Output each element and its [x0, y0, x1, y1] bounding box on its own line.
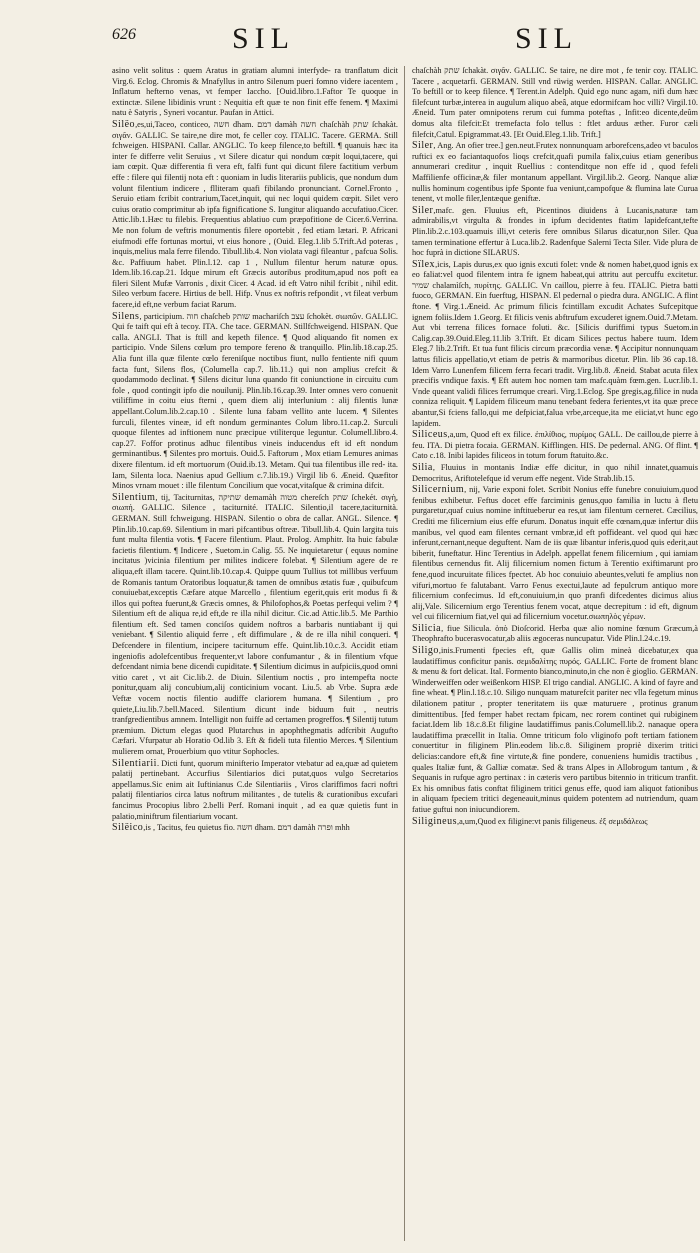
entry-text: , participium. חוה chaſcheb שותק machariſch עצב ſchokèt. σιωπῶν. GALLIC. Qui fe taift qui eft à tecoy. ITA. Che tace. GERMAN. Stillfchweigend. HISPAN. Que calla. ANGLI. That is ftill and kepeth filence. ¶ Quod aliquando fit nomen ex participio. Vnde Silens cœlum pro tempore fereno & tranquillo. Plin.lib.18.cap.25. Alia funt illa quæ filente cœlo fereniſque noctibus fiunt, nullo fentiente nifi quum facta funt, Silens flos, (Columella cap.7. lib.11.) qui non amplius crefcit & quodammodo declinat. ¶ Silens dicitur luna quando fit coniunctione in circuitu cum fole , quod contingit ipfo die nouilunij. Plin.lib.16.cap.39. Inter omnes vero conuenit vtiliffime in coitu eius fterni , quem diem alij interlunium : alij filentis lunæ appellant.Colum.lib.2.cap.10 . Silente luna fabam vellito ante lucem. ¶ Silentes furculi, filentes vineæ, id eft nondum germinantes Colum libro.11.cap.2. Surculi quoque filentes ad inftionem nunc præcipue vtiliterque leguntur. Columell.libro.4. cap.27. Foffor protinus adhuc filentibus vineis inducendus eft id eft nondum germinantibus. ¶ Silentes pro mortuis. Ouid.5. Faftorum , Mox etiam Lemures animas dixere filentum. id eft mortuorum (Ouid.ib.13. Metam. Qui tua filentibus ille red- ita. Iam, Silenta loca. Naenius apud Gellium c.7.lib.19.) Virgil lib 6. Æneid. Quæfitor Minos vrnam mouet : ille filentum Concilium que vocat,vitaſque & crimina difcit. — [112, 311, 398, 491]
dictionary-entry — [112, 312, 398, 492]
page-header — [0, 22, 700, 62]
entry-headword: Silentium — [112, 491, 156, 503]
right-column — [412, 66, 698, 1241]
entry-text: asino velit solitus : quem Aratus in gratiam alumni interfyde- ra tranflatum dicit Virg.6. Eclog. Chromis & Mnafyllus in antro Silenum pueri fomno videre iacentem , Inflatum hefterno venas, vt femper Iaccho. [Ouid.libro.1.Faftor Te quoque in extinctæ. Silene libidinis vrunt : Nequitia eft quæ te non finit effe fenem. ¶ Maximi natu è Satyris , Syneri vocantur. Paufan in Attici. — [112, 66, 398, 118]
dictionary-entry — [412, 646, 698, 816]
entry-headword: Silicia — [412, 622, 442, 634]
entry-headword: Sïlex — [412, 258, 436, 270]
entry-text: . Dicti funt, quorum minifterio Imperator vtebatur ad ea,quæ ad quietem palatij pertinebant. Accurfius Silentiarios dici putat,quos vulgo Secretarios appellamus.Sic enim ait Iuftinianus C.de Silentiariis , Viros clariffimos facri noftri palatij filentiarios circa latus noftrum militantes , de tutelis & curationibus excufari fancimus Procopius libro 2.belli Perf. Romani inquit , ad ea quæ quietis funt in palatio,miniftrum filentiarium vocant. — [112, 758, 398, 821]
running-head-right: SIL — [515, 22, 578, 55]
entry-headword: Silentiarii — [112, 757, 157, 769]
dictionary-entry — [412, 817, 698, 828]
entry-headword: Silicernium — [412, 484, 465, 496]
entry-text: ,mafc. gen. Fluuius eft, Picentinos diuidens à Lucanis,naturæ tam admirabilis,vt virgulta & frondes in ipfum decidentes ftatim lapidefcant,tefte Plin.lib.2.c.103.quamuis illi,vt ceteris fere omnibus Silarus dicatur,non Siler. Qua tamen terminatione effertur à Luca.lib.2. Radenfque Salerni Tecta Siler. Vide plura de hoc fuprà in dictione SILARUS. — [412, 205, 698, 258]
entry-text: ,a,um, Quod eft ex filice. ἐπιλίθιος, πυρίμος GALL. De caillou,de pierre à feu. ITA. Di pietra focaia. GERMAN. Kifflingen. HIS. De pedernal. ANG. Of flint. ¶ Cato c.18. Inibi lapides filiceos in totum forum ftatuito.&c. — [412, 430, 698, 461]
entry-text: ,is , Tacitus, feu quietus fio. חשה dham. דמם damàh ופרה mhh — [143, 823, 350, 833]
dictionary-entry — [412, 141, 698, 205]
entry-headword: Siligineus — [412, 815, 458, 827]
dictionary-entry — [412, 430, 698, 462]
entry-headword: Siler — [412, 204, 434, 216]
entry-text: , Ang. An ofier tree.] gen.neut.Frutex nonnunquam arborefcens,adeo vt baculos ruftici ex eo faciantaquofos lioqs crefcit,quafi pumila falix,cuius etiam generibus annumerari creditur , inquit Ruellius : contenditque non effe id , quod fefeli Maffilienfe officinæ,& filer montanum appellant. Virgil.lib.2. Georg. Nanque aliæ nullis hominum cogentibus ipfe Sponte fua veniunt,campofque & flumina late Curua tenent, vt molle filer,lentæque geniftæ. — [412, 141, 698, 204]
dictionary-entry — [412, 260, 698, 430]
entry-text: , fiue Silicula. ὁπὸ Dioſcorid. Herba quæ alio nomine fœnum Græcum,à Theophrafto bucerasvocatur,ab aliis ægoceras nuncupatur. Vide Plin.l.24.c.19. — [412, 623, 698, 644]
running-head-left: SIL — [232, 22, 295, 55]
dictionary-entry — [112, 493, 398, 758]
column-divider — [404, 66, 405, 1241]
page-number: 626 — [112, 26, 136, 43]
entry-headword: Silëico — [112, 822, 144, 834]
dictionary-entry — [412, 485, 698, 623]
entry-text: , nij, Varie exponi folet. Scribit Nonius effe funebre conuiuium,quod fenibus exhibetur. Feftus docet effe farciminis genus,quo familia in luctu à fletu purgaretur,quaf cuius nomine inftitueberur ea res,ut iam filentum cerneret. Cæcilius, Crediti me filicernium eius effe efurum. Donatus inquit effe cœnam,quæ infertur diis manibus, vel quod eam filentes cernant vmbræ,id eft poffideant. vel quod qui hæc inferunt,cernant,neque deguftent. Nam de iis quæ libantur inferis,quod quis ederit,aut biberit, funeftatur. Hinc Terentius in Adelph. appellat fenem filicernium , qui iamiam filentibus cernendus fit. Alij filicernium nomen fictum à Terentio exiftimarunt pro fene,quod incuruitate filices fpectet. Ab hoc conuiuio abeuntes,veluti fe amplius non vifuri,mortuo fe falutabant. Varro Fenus exectui,laute ad fepulcrum antiquo more filicernium confecimus. Id eft,conuiuium,in quo pranfi difcedentes dicimus alius alij,Vale. Silicernium ergo Terentius fenem vocat, atque decrepitum : id eft, dignum vel cui filicernium fiat,vel qui ad filicernium vocetur.σιωπηλὸς γέρων. — [412, 485, 698, 622]
entry-text: , Fluuius in montanis Indiæ effe dicitur, in quo nihil innatet,quamuis Democritus, Ariftotelefque id verum effe negent. Vide Strab.lib.15. — [412, 462, 698, 483]
entry-headword: Siligo — [412, 645, 439, 657]
dictionary-entry — [112, 120, 398, 311]
dictionary-entry — [112, 823, 398, 834]
entry-headword: Silens — [112, 310, 140, 322]
dictionary-entry — [412, 624, 698, 645]
entry-text: chaſchàh שתק ſchakàt. σιγᾶν. GALLIC. Se taire, ne dire mot , fe tenir coy. ITALIC. Tacere , acquetarfi. GERMAN. Still vnd rüwig werden. HISPAN. Callar. ANGLIC. To beftill or to keep filence. ¶ Terent.in Adelph. Quid ego nunc agam, nifi dum hæc filefcunt turbæ,interea in augulum aliquo abeâ, atque edormifcam hoc villi? Virgil.10. Æneid. Tum pater omnipotens rerum cui fumma poteftas , Infit:eo dicente,deûm domus alta filefcit:Et tremefacta folo tellus : ftlet arduus æther. Furor cæli filefcit,Catul. Epigrammat.43. [Et Ouid.Eleg.1.lib. Trift.] — [412, 66, 698, 139]
entry-headword: Siler — [412, 140, 434, 152]
entry-headword: Silëo — [112, 118, 136, 130]
entry-text: ,es,ui,Taceo, conticeo, חשה dham. דמם damàh חשה chaſchàh שתק ſchakàt. σιγᾶν. GALLIC. Se taire,ne dire mot, fe celler coy. ITALIC. Tacere. GERMA. Still fchweigen. HISPANI. Callar. ANGLIC. To keep filence,to beftill. ¶ quanuis hæc ita inter fe differre velit Seruius , vt Silere dicatur qui nondum cœpit loqui,tacere, qui iam cœpit. Quæ differentia fi vera eft, falfi funt qui dicunt filere factitium verbum effe : filere qui filentij nota eft : quoniam in ludis literariis publicis, que nondum dum volunt filentium indicere , flliteram quafi fibilando pronunciant. Cornel.Fronto , Seruio etiam fcribit contrarium,Tacet,inquit, qui nec loqui quidem cœpit. Silet vero cuius oratio comprimitur ab ipfa fignificatione S. Iungitur aliquando accufatiuo.Cicer. Attic.lib.1.Hæc tu filebis. Frequentius ablatiuo cum præpofitione de Cicer.6.Verrina. Me non folum de veftris monumentis filere oportebit , fed etiam lætari. P. Africani eiufmodi effe fortunas mortui, vt eius honore , (Ouid. Eleg.1.lib 5.Trift.Ad poteras , inquis,melius mala ferre filendo. Tibull.lib.4. Non violata vagi fileantur , pafcua Solis. &c. Paffiuum habet. Plin.l.12. cap 1 , Nullum filentur herum naturæ opus. Idem.lib.16.cap.21. Idque mirum eft Græcis autoribus proditum,apud nos poft ea fileri Silent Mufæ Varronis , dixit Cicer. 4 Acad. id eft Vatro nihil fcribit , nihil edit. Sileo verbum facere. Hirtius de bell. Hifp. Vnus ex noftris refpondit , vt fileat verbum facere,id eft,ne verbum faciat Rarum. — [112, 119, 398, 310]
entry-headword: Siliceus — [412, 429, 448, 441]
entry-text: ,icis, Lapis durus,ex quo ignis excuti folet: vnde & nomen habet,quod ignis ex eo faliat:vel quod filentem intra fe ignem habeat,qui attritu aut percuffu excitetur. שמיר chalamìſch, πυρίτης. GALLIC. Vn caillou, pierre à feu. ITALIC. Pietra batti fuoco, GERMAN. Ein fuerftug, HISPAN. El pedernal o piedra dura. ANGLIC. A flint ftone. ¶ Virg.1.Æneid. Ac primum filicis fcintillam excudit Achates Sufcepitque ignem foliis.Idem 1.Georg. Et filicis venis abftrufum excuderet ignem.Ouid.7.Metam. Aut vbi terrena filices fornace foluti. &c. [Silicis duriffimi typus Suetom.in Calig.cap.39.Ouid.Eleg.11.lib 3.Trift. Et dicam Silices pectus habere tuum. Idem Eleg.7 lib.2.Trift. Et tua funt filicis circum præcordia venæ. ¶ Accipitur nonnunquam lattus filicis appellatio,vt etiam de petris & marmoribus dicetur. Plin. lib 36 cap.18. Idem Varro Lunenfem filicem ferra fecari tradit. Virg.lib.8. Æneid. Stabat acuta filex præcifis vndique faxis. ¶ Eft autem hoc nomen tam mafc.quàm fœm.gen. Lucr.lib.1. Vnde queant validi filices ferrumque creari. Virg.1.Eclog. Spe gregis,ag.filice in nuda conniza reliquit. ¶ Lapidem filiceum manu tenebant federa ferientes,vt ita quæ prece abantur,Si fciens fallo,qui me defpiciat,falua vrbe,arceque,ita me eiiciat,vt hunc ego lapidem. — [412, 259, 698, 428]
entry-text: ,inis.Frumenti fpecies eft, quæ Gallis olim mineà dicebatur,ex qua laudatiffimus conficitur panis. σεμιδαλίτης πυρός. GALLIC. Forte de froment blanc & menu & fort delicat. Ital. Formento bianco,minuto,in che non è gioglio. GERMAN. Winderweiffen oder weißenkorn HISP. El trigo candial. ANGLIC. A kind of fayre and fine wheat. ¶ Plin.l.18.c.10. Siligo nunquam maturefcit pariter nec vlla fegetum minus dilationem patitur , propter teneritatem iis quæ maturuere , protinus granum dimittentibus. [fed femper habet rectam fpicam, nec rorem continet qui rubiginem faciat.Idem lib 18.c.8.Et filigine laudatiffimus panis.Columell.lib.2. nanaque opera laudatiffima præcellit in Italia. Omne triticum folo vliginofo poft tertiam fationem conuertitur in filiginem Plin.eodem lib.c.8. Siliginem propriè dixerim tritici delicias:candore eft,& fine virtute,& fine pondere, conueniens humidis tractibus , quales Italiæ funt, & Galliæ comatæ. Sed & trans Alpes in Allobrogum tantum , & Sequanis in rufque agro pertinax : in cæteris vero partibus bitennio in triticum tranfit. Ex his omnibus fatis conftat filiginem tritici genus effe, quod iam aliquot fationibus in aliquam fpeciem tritici degeneauit,minus quidem potentem ad nutriendum, quam fatiue guftui non iniucundiorem. — [412, 646, 698, 814]
text-columns — [112, 66, 698, 1241]
entry-headword: Silia — [412, 461, 433, 473]
dictionary-entry — [412, 463, 698, 484]
dictionary-entry — [412, 206, 698, 259]
entry-text: , tij, Taciturnitas, שתיקה demamàh מטוה chereſch שתק ſchekét. σιγὴ, σιωπή. GALLIC. Silence , taciturnité. ITALIC. Silentio,il tacere,taciturnità. GERMAN. Still fchweigung. HISPAN. Silentio o obra de callar. ANGL. Silence. ¶ Plin.lib.10.cap.69. Silentium in mari pifcantibus oftreæ. Tibull.lib.4. Quin largita tuis funt multa filentia votis. ¶ Facere filentium. Plaut. Prolog. Amphitr. Ita huic fabulæ facietis filentium. ¶ Indicere , Suetom.in Calig. 55. Ne inquietaretur ( equus nomine incitatus )vicinia filentium per milites indicere folebat. ¶ Silentium agere de re aliqua,eft illam tacere. Quint.lib.10.cap.4. Quippe quum Tullius tot millibus verfuum de Romanis tantum Oratoribus loquatur,& tamen de omnibus ætatis fuæ , quibufcum conuiuebat,exceptis Cæfare atque Marcello , filentium egerit,quis erit modus fi & illos qui poftea fuerunt,& Græcis omnes, & Philofophos,& Poetas perfequi velim ? ¶ Silentium eft de aliqua re,id eft,de re illa nihil dicitur. Cic.ad Attic.lib.5. Me Parthio filentium eft. Sed tamen conciſos quidem noftros a barbaris nuntiabant ij qui veniebant. ¶ Silentio aliquid ferre , eft diffimulare , & de re illa nihil conqueri. ¶ Defcendere in filentium, incipere taciturnum effe. Quint.lib.10.c.3. Accidit etiam ingeniofis adolefcentibus frequenter,vt labore confumantur , & in filentium vfque defcendant nimia bene dicendi cupiditate. ¶ Silentium dicimus in aufpiciis,quod omni vitio caret , vt ait Cic.lib.2. de Diuin. Silentium noctis , pro intempefta nocte ponitur,quam alij concubium,alij conticinium vocant. Liu.5. ab Vrbe. Supra æde Veftæ vocem noctis filentio audiffe clariorem humana. ¶ Silentium , pro quiete,Liu.lib.7.bell.Maced. Silentium dicunt inde biduum fuit , neutris tranfgredientibus amnem. Intelligit non fuiffe ad certamen progreffos. ¶ Silentij tutum præmium. Dictum elegas quod Plutarchus in apophthegmatis adfcribit Augufto Cæfari. Vfurpatur ab Horatio Od.lib 3. Eft & fideli tuta filentio Merces. ¶ Silentium mulierem ornat, Prouerbium quo vtitur Sophocles. — [112, 492, 398, 756]
dictionary-entry — [112, 66, 398, 119]
dictionary-entry — [412, 66, 698, 140]
dictionary-entry — [112, 759, 398, 823]
entry-text: ,a,um,Quod ex filigine:vt panis filigeneus. ἐξ σεμιδάλεως — [457, 816, 648, 826]
left-column — [112, 66, 398, 1241]
